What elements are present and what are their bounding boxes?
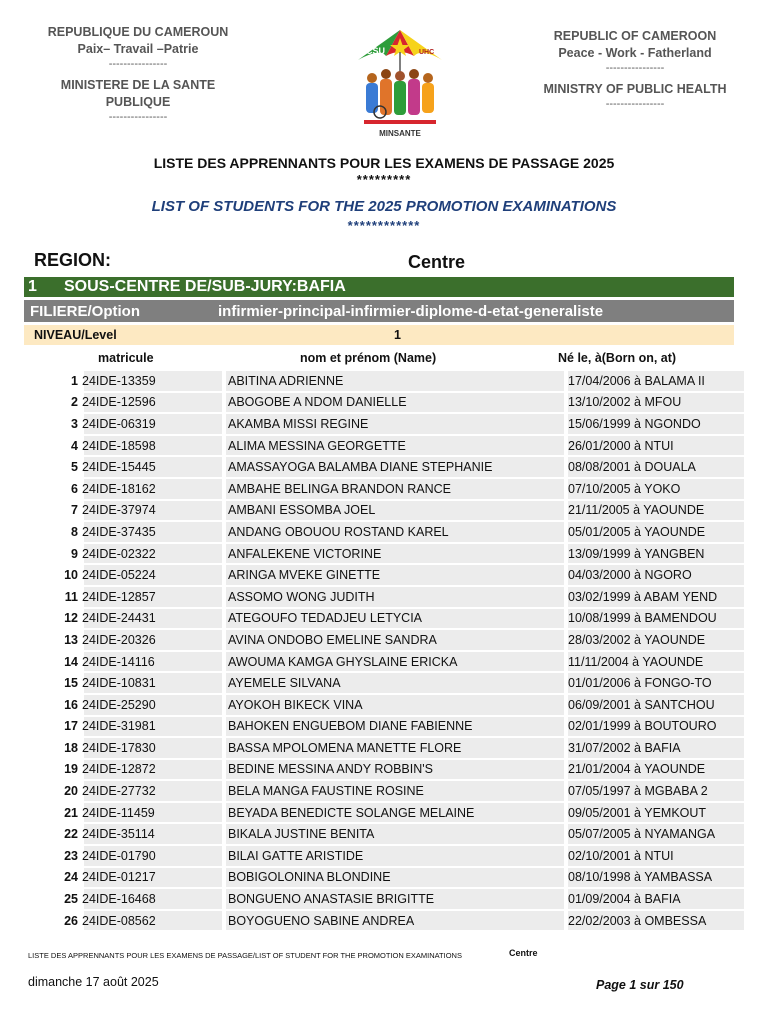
table-row: [24, 478, 744, 500]
country-en: REPUBLIC OF CAMEROON: [553, 29, 717, 43]
row-name: AYEMELE SILVANA: [228, 676, 341, 691]
row-matricule: 24IDE-16468: [82, 892, 156, 907]
column-header-born: Né le, à(Born on, at): [558, 351, 677, 365]
row-name: ASSOMO WONG JUDITH: [228, 589, 375, 604]
row-born: 03/02/1999 à ABAM YEND: [568, 589, 718, 604]
row-matricule: 24IDE-18598: [82, 438, 156, 453]
table-row: [24, 608, 744, 630]
table-row: [24, 845, 744, 867]
row-born: 28/03/2002 à YAOUNDE: [568, 632, 706, 647]
row-matricule: 24IDE-05224: [82, 568, 156, 583]
row-name: BASSA MPOLOMENA MANETTE FLORE: [228, 740, 462, 755]
row-name: ABITINA ADRIENNE: [228, 373, 344, 388]
row-name: AMASSAYOGA BALAMBA DIANE STEPHANIE: [228, 460, 493, 475]
people-group-icon: [366, 69, 434, 118]
row-matricule: 24IDE-24431: [82, 611, 156, 626]
niveau-bar: [24, 325, 734, 345]
minsante-logo: [350, 22, 450, 140]
row-number: 6: [71, 481, 78, 496]
row-matricule: 24IDE-25290: [82, 697, 156, 712]
row-name: ANDANG OBOUOU ROSTAND KAREL: [228, 524, 449, 539]
row-name: BAHOKEN ENGUEBOM DIANE FABIENNE: [228, 719, 473, 734]
table-row: [24, 456, 744, 478]
row-number: 13: [64, 632, 78, 647]
row-number: 2: [71, 395, 78, 410]
column-header-name: nom et prénom (Name): [300, 351, 437, 365]
row-matricule: 24IDE-13359: [82, 373, 156, 388]
title-english: LIST OF STUDENTS FOR THE 2025 PROMOTION EXAMINATIONS: [151, 198, 617, 215]
row-number: 21: [64, 805, 78, 820]
region-value: Centre: [408, 252, 466, 272]
ministry-fr: MINISTERE DE LA SANTE PUBLIQUE: [60, 78, 216, 109]
row-born: 15/06/1999 à NGONDO: [568, 416, 701, 431]
row-number: 9: [71, 546, 78, 561]
row-born: 13/09/1999 à YANGBEN: [568, 546, 705, 561]
row-number: 26: [64, 913, 78, 928]
row-number: 20: [64, 784, 78, 799]
table-row: [24, 867, 744, 889]
row-matricule: 24IDE-27732: [82, 784, 156, 799]
row-matricule: 24IDE-31981: [82, 719, 156, 734]
row-name: ABOGOBE A NDOM DANIELLE: [228, 395, 407, 410]
table-row: [24, 629, 744, 651]
row-matricule: 24IDE-17830: [82, 740, 156, 755]
row-number: 19: [64, 762, 78, 777]
header-french: [28, 24, 248, 124]
table-row: [24, 521, 744, 543]
logo-left-text: CSU: [366, 46, 386, 56]
country-fr: REPUBLIQUE DU CAMEROUN: [47, 25, 229, 39]
title-french: LISTE DES APPRENNANTS POUR LES EXAMENS DE PASSAGE 2025: [153, 155, 615, 171]
row-matricule: 24IDE-15445: [82, 460, 156, 475]
row-name: BELA MANGA FAUSTINE ROSINE: [228, 784, 424, 799]
row-born: 21/01/2004 à YAOUNDE: [568, 762, 706, 777]
separator: ----------------: [605, 98, 665, 110]
row-matricule: 24IDE-12872: [82, 762, 156, 777]
row-matricule: 24IDE-18162: [82, 481, 156, 496]
row-name: AVINA ONDOBO EMELINE SANDRA: [228, 632, 437, 647]
table-row: [24, 759, 744, 781]
row-name: BOBIGOLONINA BLONDINE: [228, 870, 391, 885]
table-row: [24, 802, 744, 824]
row-name: BOYOGUENO SABINE ANDREA: [228, 913, 415, 928]
row-number: 24: [64, 870, 78, 885]
row-matricule: 24IDE-35114: [82, 827, 155, 842]
row-matricule: 24IDE-37435: [82, 524, 156, 539]
subcentre-label: SOUS-CENTRE DE/SUB-JURY:BAFIA: [64, 278, 346, 295]
row-number: 14: [64, 654, 78, 669]
row-number: 18: [64, 740, 78, 755]
filiere-value: infirmier-principal-infirmier-diplome-d-etat-generaliste: [218, 302, 604, 320]
row-number: 7: [71, 503, 78, 518]
separator: ----------------: [605, 62, 665, 74]
column-header-matricule: matricule: [98, 351, 154, 365]
table-row: [24, 888, 744, 910]
row-matricule: 24IDE-12596: [82, 395, 156, 410]
row-matricule: 24IDE-37974: [82, 503, 156, 518]
row-name: AKAMBA MISSI REGINE: [228, 416, 369, 431]
row-born: 02/10/2001 à NTUI: [568, 848, 674, 863]
page-number: Page 1 sur 150: [596, 978, 684, 992]
row-born: 13/10/2002 à MFOU: [568, 395, 682, 410]
row-number: 1: [71, 373, 78, 388]
row-born: 01/01/2006 à FONGO-TO: [568, 676, 712, 691]
row-number: 3: [71, 416, 78, 431]
row-number: 16: [64, 697, 78, 712]
region-label: REGION:: [34, 250, 112, 270]
row-number: 12: [64, 611, 78, 626]
table-row: [24, 737, 744, 759]
subcentre-number: 1: [28, 278, 37, 295]
row-born: 01/09/2004 à BAFIA: [568, 892, 681, 907]
footer-date: dimanche 17 août 2025: [28, 975, 159, 989]
filiere-label: FILIERE/Option: [30, 302, 140, 320]
row-matricule: 24IDE-08562: [82, 913, 156, 928]
table-row: [24, 694, 744, 716]
row-name: BIKALA JUSTINE BENITA: [228, 827, 375, 842]
table-row: [24, 392, 744, 414]
logo-right-text: UHC: [419, 49, 435, 56]
row-number: 8: [71, 524, 78, 539]
separator: ----------------: [108, 58, 168, 70]
header-english: [520, 28, 750, 111]
motto-en: Peace - Work - Fatherland: [558, 46, 712, 60]
row-name: AYOKOH BIKECK VINA: [228, 697, 363, 712]
row-number: 23: [64, 848, 78, 863]
table-row: [24, 780, 744, 802]
niveau-value: 1: [394, 328, 401, 342]
table-row: [24, 823, 744, 845]
row-born: 26/01/2000 à NTUI: [568, 438, 674, 453]
subcentre-bar: [24, 277, 734, 299]
row-born: 05/07/2005 à NYAMANGA: [568, 827, 716, 842]
row-number: 22: [64, 827, 78, 842]
row-name: ANFALEKENE VICTORINE: [228, 546, 382, 561]
row-matricule: 24IDE-06319: [82, 416, 156, 431]
row-name: BEDINE MESSINA ANDY ROBBIN'S: [228, 762, 433, 777]
ministry-en: MINISTRY OF PUBLIC HEALTH: [543, 82, 727, 96]
separator: ----------------: [108, 111, 168, 123]
table-row: [24, 413, 744, 435]
row-born: 22/02/2003 à OMBESSA: [568, 913, 707, 928]
title-french-stars: *********: [356, 172, 412, 187]
table-row: [24, 370, 744, 392]
row-born: 04/03/2000 à NGORO: [568, 568, 692, 583]
row-matricule: 24IDE-12857: [82, 589, 156, 604]
row-born: 11/11/2004 à YAOUNDE: [568, 654, 704, 669]
row-matricule: 24IDE-20326: [82, 632, 156, 647]
row-born: 21/11/2005 à YAOUNDE: [568, 503, 705, 518]
row-born: 07/10/2005 à YOKO: [568, 481, 681, 496]
row-born: 06/09/2001 à SANTCHOU: [568, 697, 715, 712]
row-name: ATEGOUFO TEDADJEU LETYCIA: [228, 611, 423, 626]
row-born: 08/08/2001 à DOUALA: [568, 460, 696, 475]
title-english-stars: ************: [347, 218, 421, 233]
row-matricule: 24IDE-02322: [82, 546, 156, 561]
row-name: ALIMA MESSINA GEORGETTE: [228, 438, 406, 453]
row-name: AWOUMA KAMGA GHYSLAINE ERICKA: [228, 654, 458, 669]
row-number: 11: [64, 589, 78, 604]
table-row: [24, 543, 744, 565]
logo-caption: MINSANTE: [379, 129, 421, 138]
row-born: 05/01/2005 à YAOUNDE: [568, 524, 706, 539]
table-row: [24, 500, 744, 522]
table-row: [24, 435, 744, 457]
row-number: 25: [64, 892, 78, 907]
row-number: 10: [64, 568, 78, 583]
row-name: AMBANI ESSOMBA JOEL: [228, 503, 376, 518]
niveau-label: NIVEAU/Level: [34, 328, 117, 342]
row-name: ARINGA MVEKE GINETTE: [228, 568, 381, 583]
table-row: [24, 564, 744, 586]
row-matricule: 24IDE-01790: [82, 848, 156, 863]
row-born: 07/05/1997 à MGBABA 2: [568, 784, 708, 799]
row-number: 5: [71, 460, 78, 475]
row-born: 31/07/2002 à BAFIA: [568, 740, 681, 755]
row-born: 17/04/2006 à BALAMA II: [568, 373, 705, 388]
row-born: 08/10/1998 à YAMBASSA: [568, 870, 713, 885]
row-matricule: 24IDE-14116: [82, 654, 155, 669]
table-row: [24, 910, 744, 932]
row-name: BEYADA BENEDICTE SOLANGE MELAINE: [228, 805, 475, 820]
row-number: 17: [64, 719, 78, 734]
table-row: [24, 672, 744, 694]
row-number: 15: [64, 676, 78, 691]
table-row: [24, 586, 744, 608]
footer-region: Centre: [509, 948, 538, 958]
row-born: 02/01/1999 à BOUTOURO: [568, 719, 717, 734]
table-row: [24, 716, 744, 738]
row-matricule: 24IDE-10831: [82, 676, 156, 691]
filiere-bar: [24, 300, 734, 322]
row-matricule: 24IDE-01217: [82, 870, 156, 885]
row-name: BONGUENO ANASTASIE BRIGITTE: [228, 892, 435, 907]
row-matricule: 24IDE-11459: [82, 805, 155, 820]
student-list: [24, 370, 744, 931]
row-name: AMBAHE BELINGA BRANDON RANCE: [228, 481, 451, 496]
row-name: BILAI GATTE ARISTIDE: [228, 848, 364, 863]
table-row: [24, 651, 744, 673]
row-born: 10/08/1999 à BAMENDOU: [568, 611, 717, 626]
row-number: 4: [71, 438, 78, 453]
motto-fr: Paix– Travail –Patrie: [77, 42, 199, 56]
row-born: 09/05/2001 à YEMKOUT: [568, 805, 707, 820]
footer-note: LISTE DES APPRENNANTS POUR LES EXAMENS DE PASSAGE/LIST OF STUDENT FOR THE PROMOTION EXAMINATIONS: [28, 951, 462, 960]
